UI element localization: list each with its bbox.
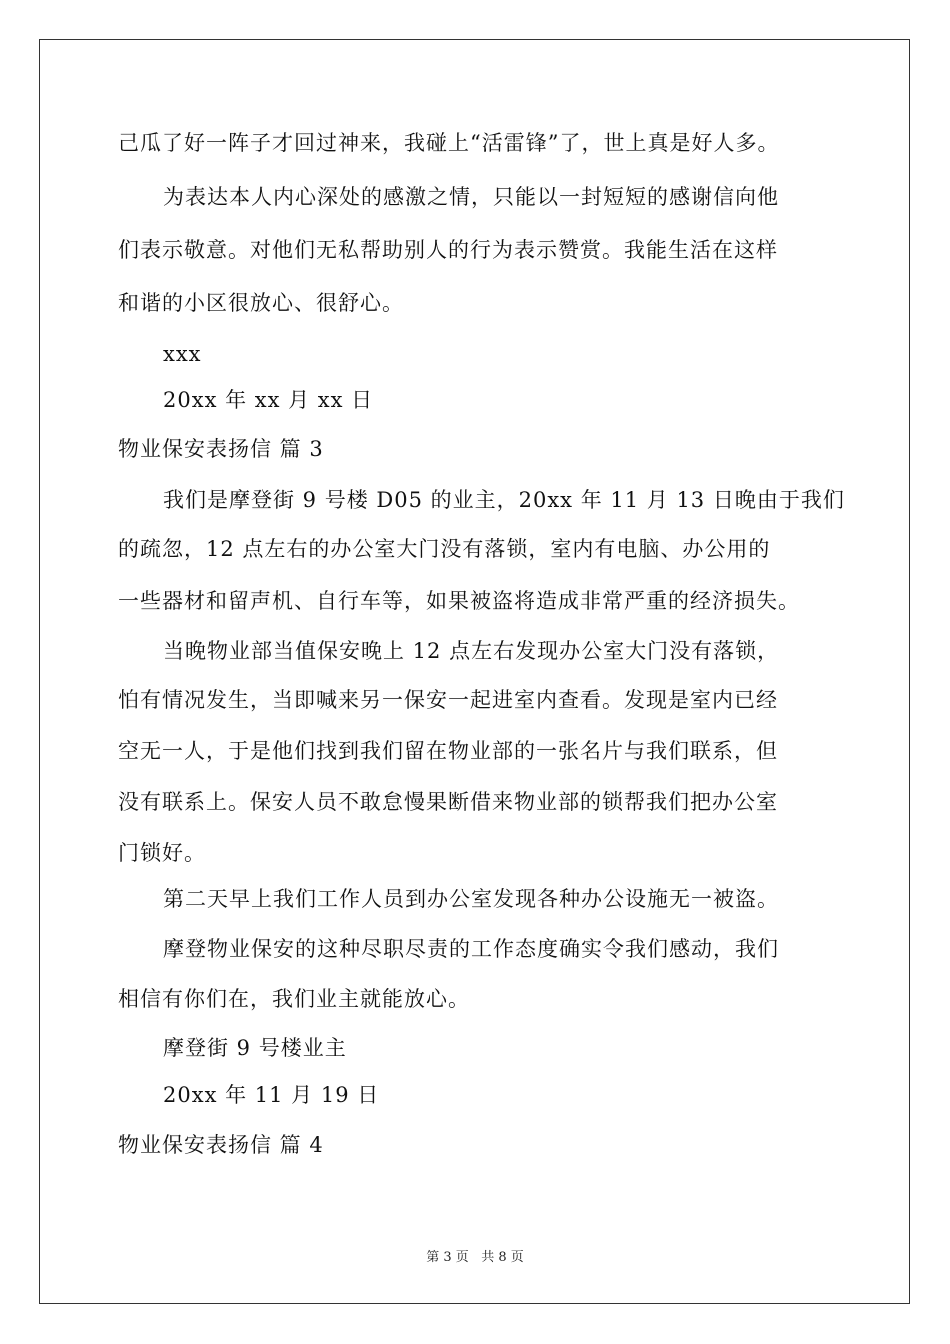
text-line: 第二天早上我们工作人员到办公室发现各种办公设施无一被盗。 xyxy=(163,887,779,911)
text-line: 们表示敬意。对他们无私帮助别人的行为表示赞赏。我能生活在这样 xyxy=(118,238,778,262)
text-line: 和谐的小区很放心、很舒心。 xyxy=(118,291,404,315)
text-line: 门锁好。 xyxy=(118,841,206,865)
text-line: 空无一人，于是他们找到我们留在物业部的一张名片与我们联系，但 xyxy=(118,739,778,763)
signature-date: 20xx 年 xx 月 xx 日 xyxy=(163,388,374,412)
text-line: 没有联系上。保安人员不敢怠慢果断借来物业部的锁帮我们把办公室 xyxy=(118,790,778,814)
text-line: 当晚物业部当值保安晚上 12 点左右发现办公室大门没有落锁， xyxy=(163,639,780,663)
page-border xyxy=(39,39,910,1304)
text-line: 己瓜了好一阵子才回过神来，我碰上“活雷锋”了，世上真是好人多。 xyxy=(118,131,780,155)
text-line: 一些器材和留声机、自行车等，如果被盗将造成非常严重的经济损失。 xyxy=(118,589,800,613)
signature-date: 20xx 年 11 月 19 日 xyxy=(163,1083,380,1107)
signature-name: 摩登街 9 号楼业主 xyxy=(163,1036,347,1060)
page-footer: 第 3 页 共 8 页 xyxy=(426,1250,524,1265)
text-line: 我们是摩登街 9 号楼 D05 的业主，20xx 年 11 月 13 日晚由于我们 xyxy=(163,488,845,512)
text-line: 怕有情况发生，当即喊来另一保安一起进室内查看。发现是室内已经 xyxy=(118,688,778,712)
text-line: 为表达本人内心深处的感激之情，只能以一封短短的感谢信向他 xyxy=(163,185,779,209)
text-line: 的疏忽，12 点左右的办公室大门没有落锁，室内有电脑、办公用的 xyxy=(118,537,771,561)
signature-name: xxx xyxy=(163,342,202,366)
section-heading: 物业保安表扬信 篇 4 xyxy=(118,1133,324,1157)
text-line: 相信有你们在，我们业主就能放心。 xyxy=(118,987,470,1011)
text-line: 摩登物业保安的这种尽职尽责的工作态度确实令我们感动，我们 xyxy=(163,937,779,961)
section-heading: 物业保安表扬信 篇 3 xyxy=(118,437,324,461)
